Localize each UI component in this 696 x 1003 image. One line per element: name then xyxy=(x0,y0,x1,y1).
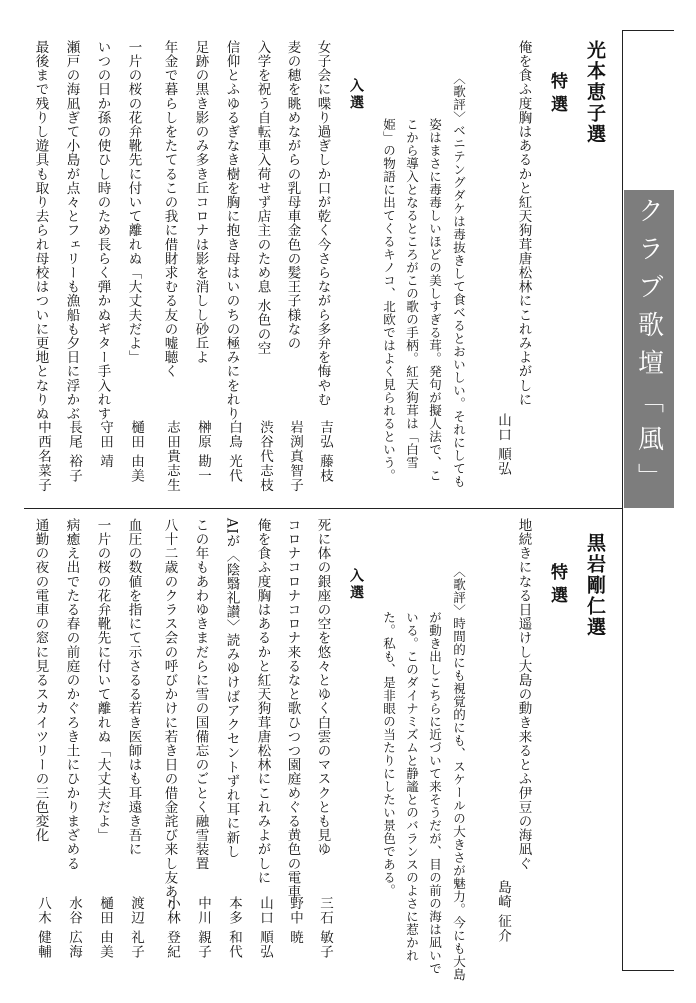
bottom-author-3: 山口 順弘 xyxy=(257,896,273,960)
top-judge: 光本恵子選 xyxy=(584,40,606,145)
bottom-poem-6: 八十二歳のクラス会の呼びかけに若き日の借金詫び来し友あり xyxy=(161,518,178,913)
bottom-special-label: 特選 xyxy=(547,563,567,609)
top-poem-10: 最後まで残りし遊具も取り去られ母校はついに更地となりぬ xyxy=(32,40,49,421)
bottom-author-5: 中川 親子 xyxy=(195,896,211,960)
top-poem-8: いつの日か孫の使ひし時のため長らく弾かぬギター手入れす xyxy=(94,40,111,421)
section-divider xyxy=(24,508,622,509)
top-nyusen-label: 入選 xyxy=(348,78,364,112)
top-author-7: 樋田 由美 xyxy=(128,420,144,484)
top-poem-2: 麦の穂を眺めながらの乳母車金色の髪王子様なの xyxy=(284,40,301,351)
top-author-6: 志田貴志生 xyxy=(164,420,180,493)
bottom-poem-1: 死に体の銀座の空を悠々とゆく白雲のマスクとも見ゆ xyxy=(314,518,331,857)
top-poem-5: 足跡の黒き影のみ多き丘コロナは影を消しし砂丘よ xyxy=(192,40,209,365)
bottom-poem-5: この年もあわゆきまだらに雪の国備忘のごとく融雪装置 xyxy=(192,518,209,871)
top-author-3: 渋谷代志枝 xyxy=(257,420,273,493)
bottom-poem-7: 血圧の数値を指にて示さるる若き医師はも耳遠き吾に xyxy=(125,518,142,857)
bottom-judge: 黒岩剛仁選 xyxy=(584,533,606,638)
top-special-label: 特選 xyxy=(547,72,567,118)
bottom-author-6: 小林 登紀 xyxy=(164,896,180,960)
top-author-8: 守田 靖 xyxy=(97,420,113,469)
section-title: クラブ歌壇「風」 xyxy=(624,190,674,508)
top-poem-9: 瀬戸の海凪ぎて小島が点々とフェリーも漁船も夕日に浮かぶ xyxy=(63,40,80,421)
top-author-2: 岩渕真智子 xyxy=(287,420,303,493)
top-author-1: 吉弘 藤枝 xyxy=(317,420,333,484)
bottom-comment-line-2: が動き出しこちらに近づいて来そうだが、目の前の海は凪いで xyxy=(427,611,443,975)
top-author-9: 長尾 裕子 xyxy=(66,420,82,484)
bottom-poem-8: 一片の桜の花弁靴先に付いて離れぬ「大丈夫だよ」 xyxy=(94,518,111,843)
top-comment-line-2: 姿はまさに毒毒しいほどの美しすぎる茸。発句が擬人法で、こ xyxy=(427,118,443,482)
bottom-poem-4: AIが〈陰翳礼讃〉読みゆけばアクセントずれ耳に新し xyxy=(223,518,240,859)
top-comment-line-3: こから導入となるところがこの歌の手柄。紅天狗茸は「白雪 xyxy=(404,118,420,469)
top-poem-1: 女子会に喋り過ぎしか口が乾く今さらながら多弁を悔やむ xyxy=(314,40,331,407)
bottom-author-4: 本多 和代 xyxy=(226,896,242,960)
bottom-author-9: 水谷 広海 xyxy=(66,896,82,960)
top-poem-3: 入学を祝う自転車入荷せず店主のため息 水色の空 xyxy=(254,40,271,356)
bottom-poem-3: 俺を食ふ度胸はあるかと紅天狗茸唐松林にこれみよがしに xyxy=(254,518,271,885)
bottom-author-2: 野中 暁 xyxy=(287,896,303,945)
bottom-comment-line-1: 〈歌評〉時間的にも視覚的にも、スケールの大きさが魅力。今にも大島 xyxy=(451,565,467,981)
bottom-poem-2: コロナコロナコロナ来るなと歌ひつつ園庭めぐる黄色の電車 xyxy=(284,518,301,899)
bottom-comment-line-4: た。私も、是非眼の当たりにしたい景色である。 xyxy=(381,611,397,897)
bottom-author-7: 渡辺 礼子 xyxy=(128,896,144,960)
bottom-author-1: 三石 敏子 xyxy=(317,896,333,960)
top-author-4: 白鳥 光代 xyxy=(226,420,242,484)
bottom-poem-9: 病癒え出でたる春の前庭のかぐろき土にひかりまざめる xyxy=(63,518,80,871)
top-special-author: 山口 順弘 xyxy=(495,413,511,477)
bottom-nyusen-label: 入選 xyxy=(348,568,364,602)
bottom-special-author: 島崎 征介 xyxy=(495,880,511,944)
banner-frame-line xyxy=(622,30,623,971)
top-poem-4: 信仰とふゆるぎなき樹を胸に抱き母はいのちの極みにをれり xyxy=(223,40,240,421)
banner-frame-top xyxy=(622,30,674,31)
top-poem-6: 年金で暮らしをたてるこの我に借財求むる友の嘘聴く xyxy=(161,40,178,379)
bottom-special-poem: 地続きになる日遥けし大島の動き来るとふ伊豆の海凪ぐ xyxy=(515,518,532,871)
top-comment-line-1: 〈歌評〉ベニテングダケは毒抜きして食べるとおいしい。それにしても xyxy=(451,72,467,488)
top-author-5: 榊原 勘一 xyxy=(195,420,211,484)
banner-frame-bottom xyxy=(622,970,674,971)
bottom-author-8: 樋田 由美 xyxy=(97,896,113,960)
top-special-poem: 俺を食ふ度胸はあるかと紅天狗茸唐松林にこれみよがしに xyxy=(515,40,532,407)
bottom-author-10: 八木 健輔 xyxy=(35,896,51,960)
bottom-poem-10: 通勤の夜の電車の窓に見るスカイツリーの三色変化 xyxy=(32,518,49,843)
top-author-10: 中西名菜子 xyxy=(35,420,51,493)
bottom-comment-line-3: いる。このダイナミズムと静謐とのバランスのよさに惹かれ xyxy=(404,611,420,962)
top-poem-7: 一片の桜の花弁靴先に付いて離れぬ「大丈夫だよ」 xyxy=(125,40,142,365)
top-comment-line-4: 姫」の物語に出てくるキノコ、北欧ではよく見られるという。 xyxy=(381,118,397,482)
